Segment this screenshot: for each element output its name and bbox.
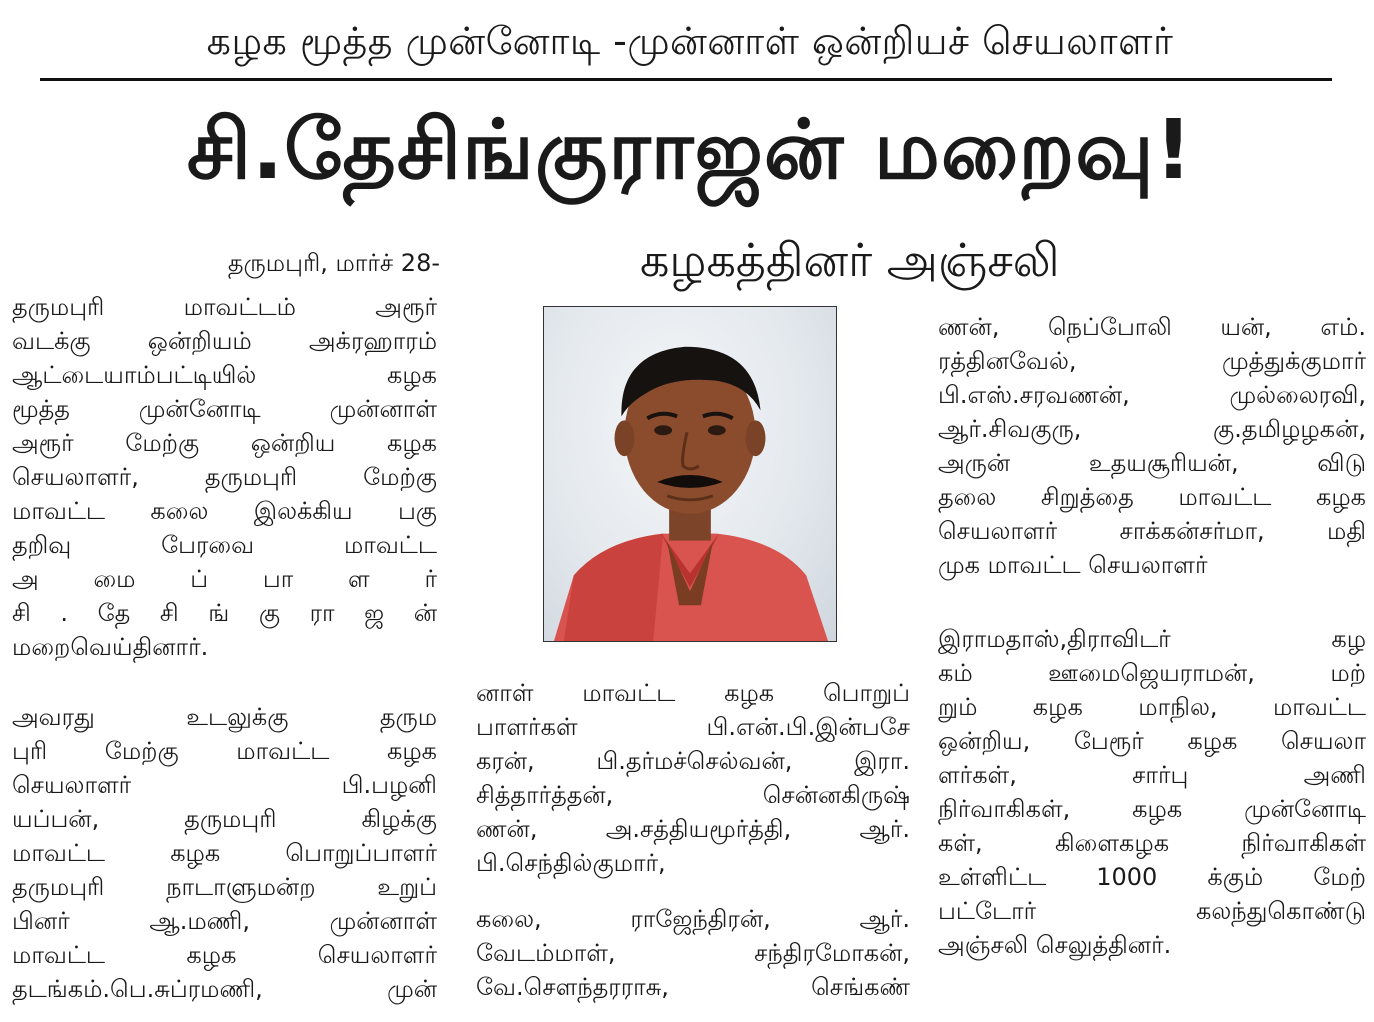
kicker-underline	[40, 78, 1332, 81]
text-line: அருன் உதயசூரியன், விடு	[938, 449, 1366, 477]
text-line: மாவட்ட கலை இலக்கிய பகு	[12, 497, 437, 525]
text-line: தறிவு பேரவை மாவட்ட	[12, 531, 437, 559]
text-line: இராமதாஸ்,திராவிடர் கழ	[938, 625, 1366, 653]
middle-column-paragraph-2	[476, 902, 910, 1004]
text-line: மறைவெய்தினார்.	[12, 633, 209, 661]
text-line: ணன், அ.சத்தியமூர்த்தி, ஆர்.	[476, 815, 910, 843]
text-line: கரன், பி.தர்மச்செல்வன், இரா.	[476, 747, 910, 775]
text-line: புரி மேற்கு மாவட்ட கழக	[12, 737, 437, 765]
left-column-paragraph-2	[12, 700, 437, 1006]
text-line: வேடம்மாள், சந்திரமோகன்,	[476, 939, 910, 967]
dateline: தருமபுரி, மார்ச் 28-	[227, 249, 440, 277]
text-line: செயலாளர், தருமபுரி மேற்கு	[12, 463, 437, 491]
text-line: கள், கிளைகழக நிர்வாகிகள்	[938, 829, 1366, 857]
text-line: மாவட்ட கழக பொறுப்பாளர்	[12, 839, 437, 867]
text-line: ஒன்றிய, பேரூர் கழக செயலா	[938, 727, 1366, 755]
text-line: தருமபுரி மாவட்டம் அரூர்	[12, 293, 437, 321]
text-line: ணன், நெப்போலி யன், எம்.	[938, 313, 1366, 341]
text-line: தடங்கம்.பெ.சுப்ரமணி, முன்	[12, 975, 437, 1003]
portrait-illustration	[544, 307, 836, 641]
text-line: நிர்வாகிகள், கழக முன்னோடி	[938, 795, 1366, 823]
text-line: ளர்கள், சார்பு அணி	[938, 761, 1366, 789]
text-line: ரத்தினவேல், முத்துக்குமார்	[938, 347, 1366, 375]
portrait-photo	[543, 306, 837, 642]
kicker-title: கழக மூத்த முன்னோடி -முன்னாள் ஒன்றியச் செயலாளர்	[206, 19, 1174, 63]
text-line: கம் ஊமைஜெயராமன், மற்	[938, 659, 1366, 687]
text-line: ஆர்.சிவகுரு, கு.தமிழழகன்,	[938, 415, 1366, 443]
headline: சி.தேசிங்குராஜன் மறைவு!	[186, 103, 1194, 198]
text-line: றும் கழக மாநில, மாவட்ட	[938, 693, 1366, 721]
text-line: தருமபுரி நாடாளுமன்ற உறுப்	[12, 873, 437, 901]
text-line: செயலாளர் பி.பழனி	[12, 771, 437, 799]
text-line: ஆட்டையாம்பட்டியில் கழக	[12, 361, 437, 389]
text-line: அ மை ப் பா ள ர்	[12, 565, 437, 593]
text-line: வே.சௌந்தரராசு, செங்கண்	[476, 973, 910, 1001]
text-line: பி.எஸ்.சரவணன், முல்லைரவி,	[938, 381, 1366, 409]
text-line: கலை, ராஜேந்திரன், ஆர்.	[476, 905, 910, 933]
text-line: மூத்த முன்னோடி முன்னாள்	[12, 395, 437, 423]
subheadline: கழகத்தினர் அஞ்சலி	[640, 233, 1060, 287]
text-line: வடக்கு ஒன்றியம் அக்ரஹாரம்	[12, 327, 437, 355]
text-line: சி . தே சி ங் கு ரா ஜ ன்	[12, 599, 437, 627]
text-line: சித்தார்த்தன், சென்னகிருஷ்	[476, 781, 910, 809]
text-line: பட்டோர் கலந்துகொண்டு	[938, 897, 1366, 925]
middle-column-paragraph-1	[476, 676, 910, 880]
text-line: பி.செந்தில்குமார்,	[476, 849, 666, 877]
text-line: அரூர் மேற்கு ஒன்றிய கழக	[12, 429, 437, 457]
text-line: உள்ளிட்ட 1000 க்கும் மேற்	[938, 863, 1366, 891]
left-column-paragraph-1	[12, 290, 437, 664]
text-line: பாளர்கள் பி.என்.பி.இன்பசே	[476, 713, 910, 741]
text-line: அஞ்சலி செலுத்தினர்.	[938, 931, 1172, 959]
text-line: மாவட்ட கழக செயலாளர்	[12, 941, 437, 969]
text-line: தலை சிறுத்தை மாவட்ட கழக	[938, 483, 1366, 511]
text-line: யப்பன், தருமபுரி கிழக்கு	[12, 805, 437, 833]
text-line: செயலாளர் சாக்கன்சர்மா, மதி	[938, 517, 1366, 545]
text-line: அவரது உடலுக்கு தரும	[12, 703, 437, 731]
text-line: பினர் ஆ.மணி, முன்னாள்	[12, 907, 437, 935]
text-line: முக மாவட்ட செயலாளர்	[938, 551, 1208, 579]
right-column-paragraph-1	[938, 310, 1366, 582]
right-column-paragraph-2	[938, 622, 1366, 962]
text-line: னாள் மாவட்ட கழக பொறுப்	[476, 679, 910, 707]
